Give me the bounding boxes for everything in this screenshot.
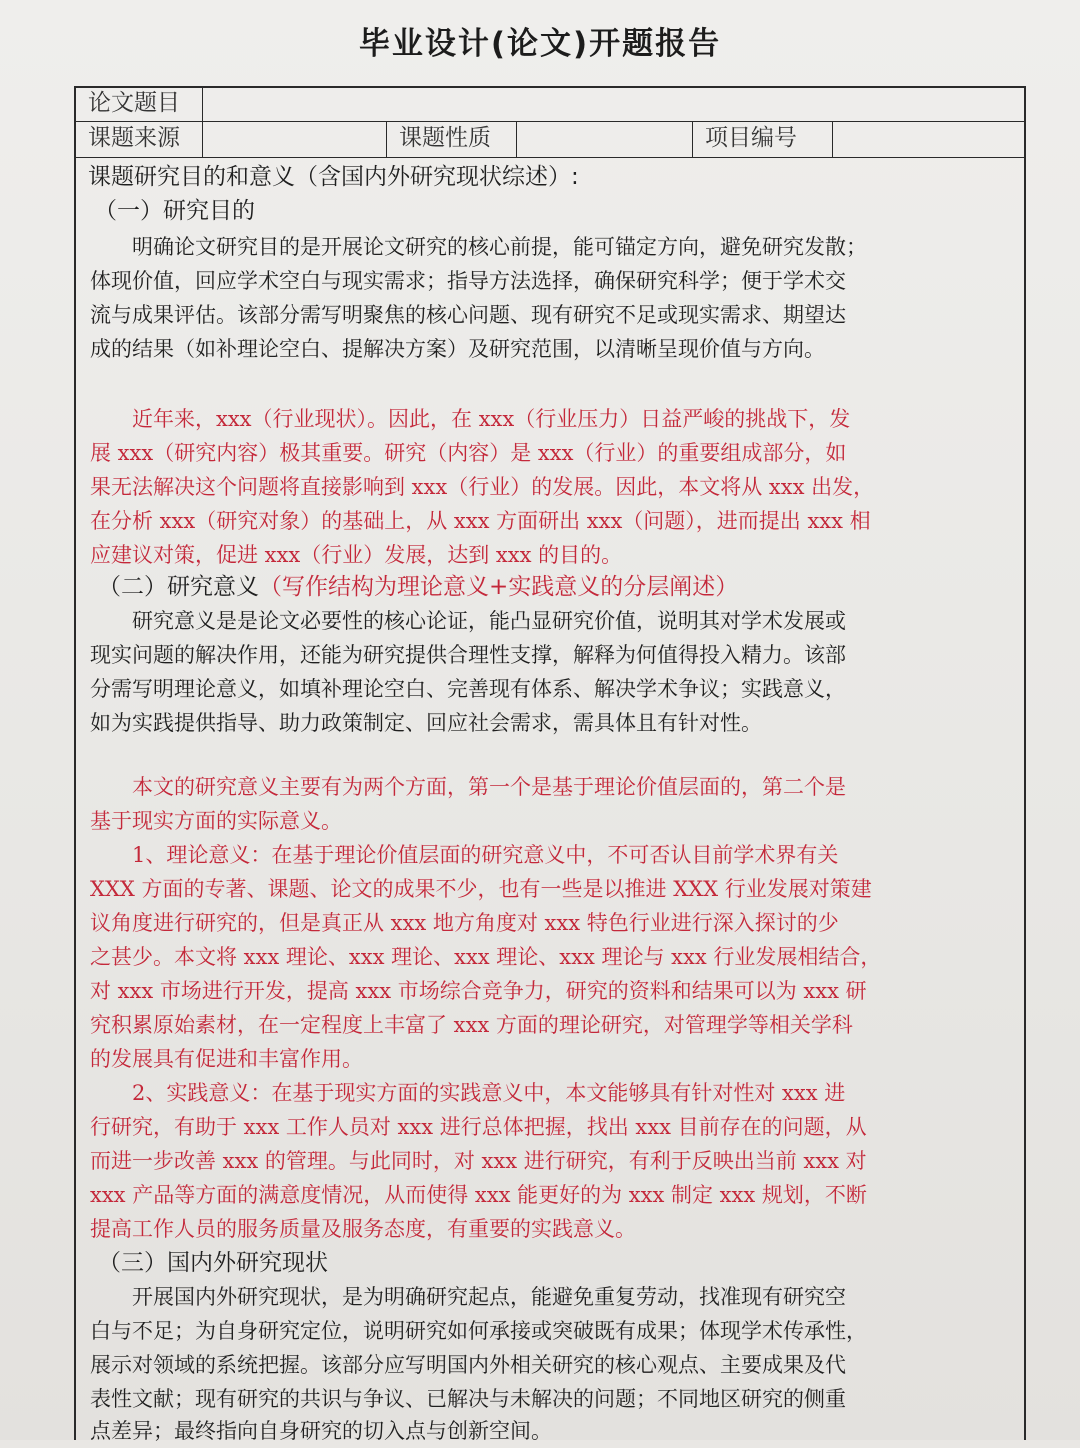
- page-title: 毕业设计(论文)开题报告: [358, 26, 722, 62]
- s2-sample-line: XXX 方面的专著、课题、论文的成果不少，也有一些是以推进 XXX 行业发展对策建: [90, 877, 872, 901]
- s2-guide-line: 分需写明理论意义，如填补理论空白、完善现有体系、解决学术争议；实践意义，: [90, 677, 846, 701]
- project-no-label: 项目编号: [692, 121, 832, 157]
- source-field[interactable]: [202, 121, 386, 157]
- report-form: [74, 86, 1026, 1443]
- s1-guide-line: 体现价值，回应学术空白与现实需求；指导方法选择，确保研究科学；便于学术交: [90, 269, 846, 293]
- thesis-title-field[interactable]: [202, 88, 1024, 121]
- meta-row: [76, 121, 1024, 158]
- s3-guide-line: 点差异；最终指向自身研究的切入点与创新空间。: [90, 1419, 552, 1443]
- nature-label: 课题性质: [386, 121, 516, 157]
- s1-guide-line: 成的结果（如补理论空白、提解决方案）及研究范围，以清晰呈现价值与方向。: [90, 337, 825, 361]
- s2-guide-line: 现实问题的解决作用，还能为研究提供合理性支撑，解释为何值得投入精力。该部: [90, 643, 846, 667]
- project-no-field[interactable]: [832, 121, 1024, 157]
- s2-guide-line: 如为实践提供指导、助力政策制定、回应社会需求，需具体且有针对性。: [90, 711, 762, 735]
- s2-sample-line: 而进一步改善 xxx 的管理。与此同时，对 xxx 进行研究，有利于反映出当前 xxx 对: [90, 1149, 867, 1173]
- s2-sample-line: 的发展具有促进和丰富作用。: [90, 1047, 363, 1071]
- section-intro: 课题研究目的和意义（含国内外研究现状综述）:: [88, 164, 579, 190]
- s2-sample-line: 议角度进行研究的，但是真正从 xxx 地方角度对 xxx 特色行业进行深入探讨的少: [90, 911, 839, 935]
- s3-guide-line: 表性文献；现有研究的共识与争议、已解决与未解决的问题；不同地区研究的侧重: [90, 1387, 846, 1411]
- s2-heading-note: （写作结构为理论意义+实践意义的分层阐述）: [259, 574, 739, 600]
- s1-sample-line: 近年来，xxx（行业现状）。因此，在 xxx（行业压力）日益严峻的挑战下，发: [132, 407, 851, 431]
- s2-sample-line: 究积累原始素材，在一定程度上丰富了 xxx 方面的理论研究，对管理学等相关学科: [90, 1013, 853, 1037]
- s2-sample-line: 行研究，有助于 xxx 工作人员对 xxx 进行总体把握，找出 xxx 目前存在的问题，从: [90, 1115, 867, 1139]
- s3-guide-line: 开展国内外研究现状，是为明确研究起点，能避免重复劳动，找准现有研究空: [132, 1285, 846, 1309]
- nature-field[interactable]: [516, 121, 692, 157]
- s1-guide-line: 流与成果评估。该部分需写明聚焦的核心问题、现有研究不足或现实需求、期望达: [90, 303, 846, 327]
- s2-heading: （二）研究意义: [98, 574, 259, 600]
- s2-guide-line: 研究意义是是论文必要性的核心论证，能凸显研究价值，说明其对学术发展或: [132, 609, 846, 633]
- s3-heading: （三）国内外研究现状: [98, 1250, 328, 1276]
- s2-sample-line: 提高工作人员的服务质量及服务态度，有重要的实践意义。: [90, 1217, 636, 1241]
- s2-sample-line: 对 xxx 市场进行开发，提高 xxx 市场综合竞争力，研究的资料和结果可以为 xxx 研: [90, 979, 867, 1003]
- s1-sample-line: 果无法解决这个问题将直接影响到 xxx（行业）的发展。因此，本文将从 xxx 出发，: [90, 475, 875, 499]
- s2-sample-line: xxx 产品等方面的满意度情况，从而使得 xxx 能更好的为 xxx 制定 xxx 规划，不断: [90, 1183, 867, 1207]
- s1-guide-line: 明确论文研究目的是开展论文研究的核心前提，能可锚定方向，避免研究发散；: [132, 235, 867, 259]
- s3-guide-line: 展示对领域的系统把握。该部分应写明国内外相关研究的核心观点、主要成果及代: [90, 1353, 846, 1377]
- s1-sample-line: 展 xxx（研究内容）极其重要。研究（内容）是 xxx（行业）的重要组成部分，如: [90, 441, 847, 465]
- s1-sample-line: 在分析 xxx（研究对象）的基础上，从 xxx 方面研出 xxx（问题），进而提出 xxx 相: [90, 509, 871, 533]
- s2-sample-line: 本文的研究意义主要有为两个方面，第一个是基于理论价值层面的，第二个是: [132, 775, 846, 799]
- thesis-title-label: 论文题目: [88, 90, 180, 116]
- thesis-title-row: [76, 88, 1024, 122]
- s3-guide-line: 白与不足；为自身研究定位，说明研究如何承接或突破既有成果；体现学术传承性，: [90, 1319, 867, 1343]
- s2-sample-line: 1、理论意义：在基于理论价值层面的研究意义中，不可否认目前学术界有关: [132, 843, 839, 867]
- s2-sample-line: 2、实践意义：在基于现实方面的实践意义中，本文能够具有针对性对 xxx 进: [132, 1081, 846, 1105]
- s1-sample-line: 应建议对策，促进 xxx（行业）发展，达到 xxx 的目的。: [90, 543, 623, 567]
- s2-sample-line: 基于现实方面的实际意义。: [90, 809, 342, 833]
- s2-sample-line: 之甚少。本文将 xxx 理论、xxx 理论、xxx 理论、xxx 理论与 xxx 行业发展相结合，: [90, 945, 882, 969]
- s1-heading: （一）研究目的: [94, 198, 255, 224]
- source-label: 课题来源: [88, 125, 180, 151]
- s2-heading-line: [98, 570, 738, 604]
